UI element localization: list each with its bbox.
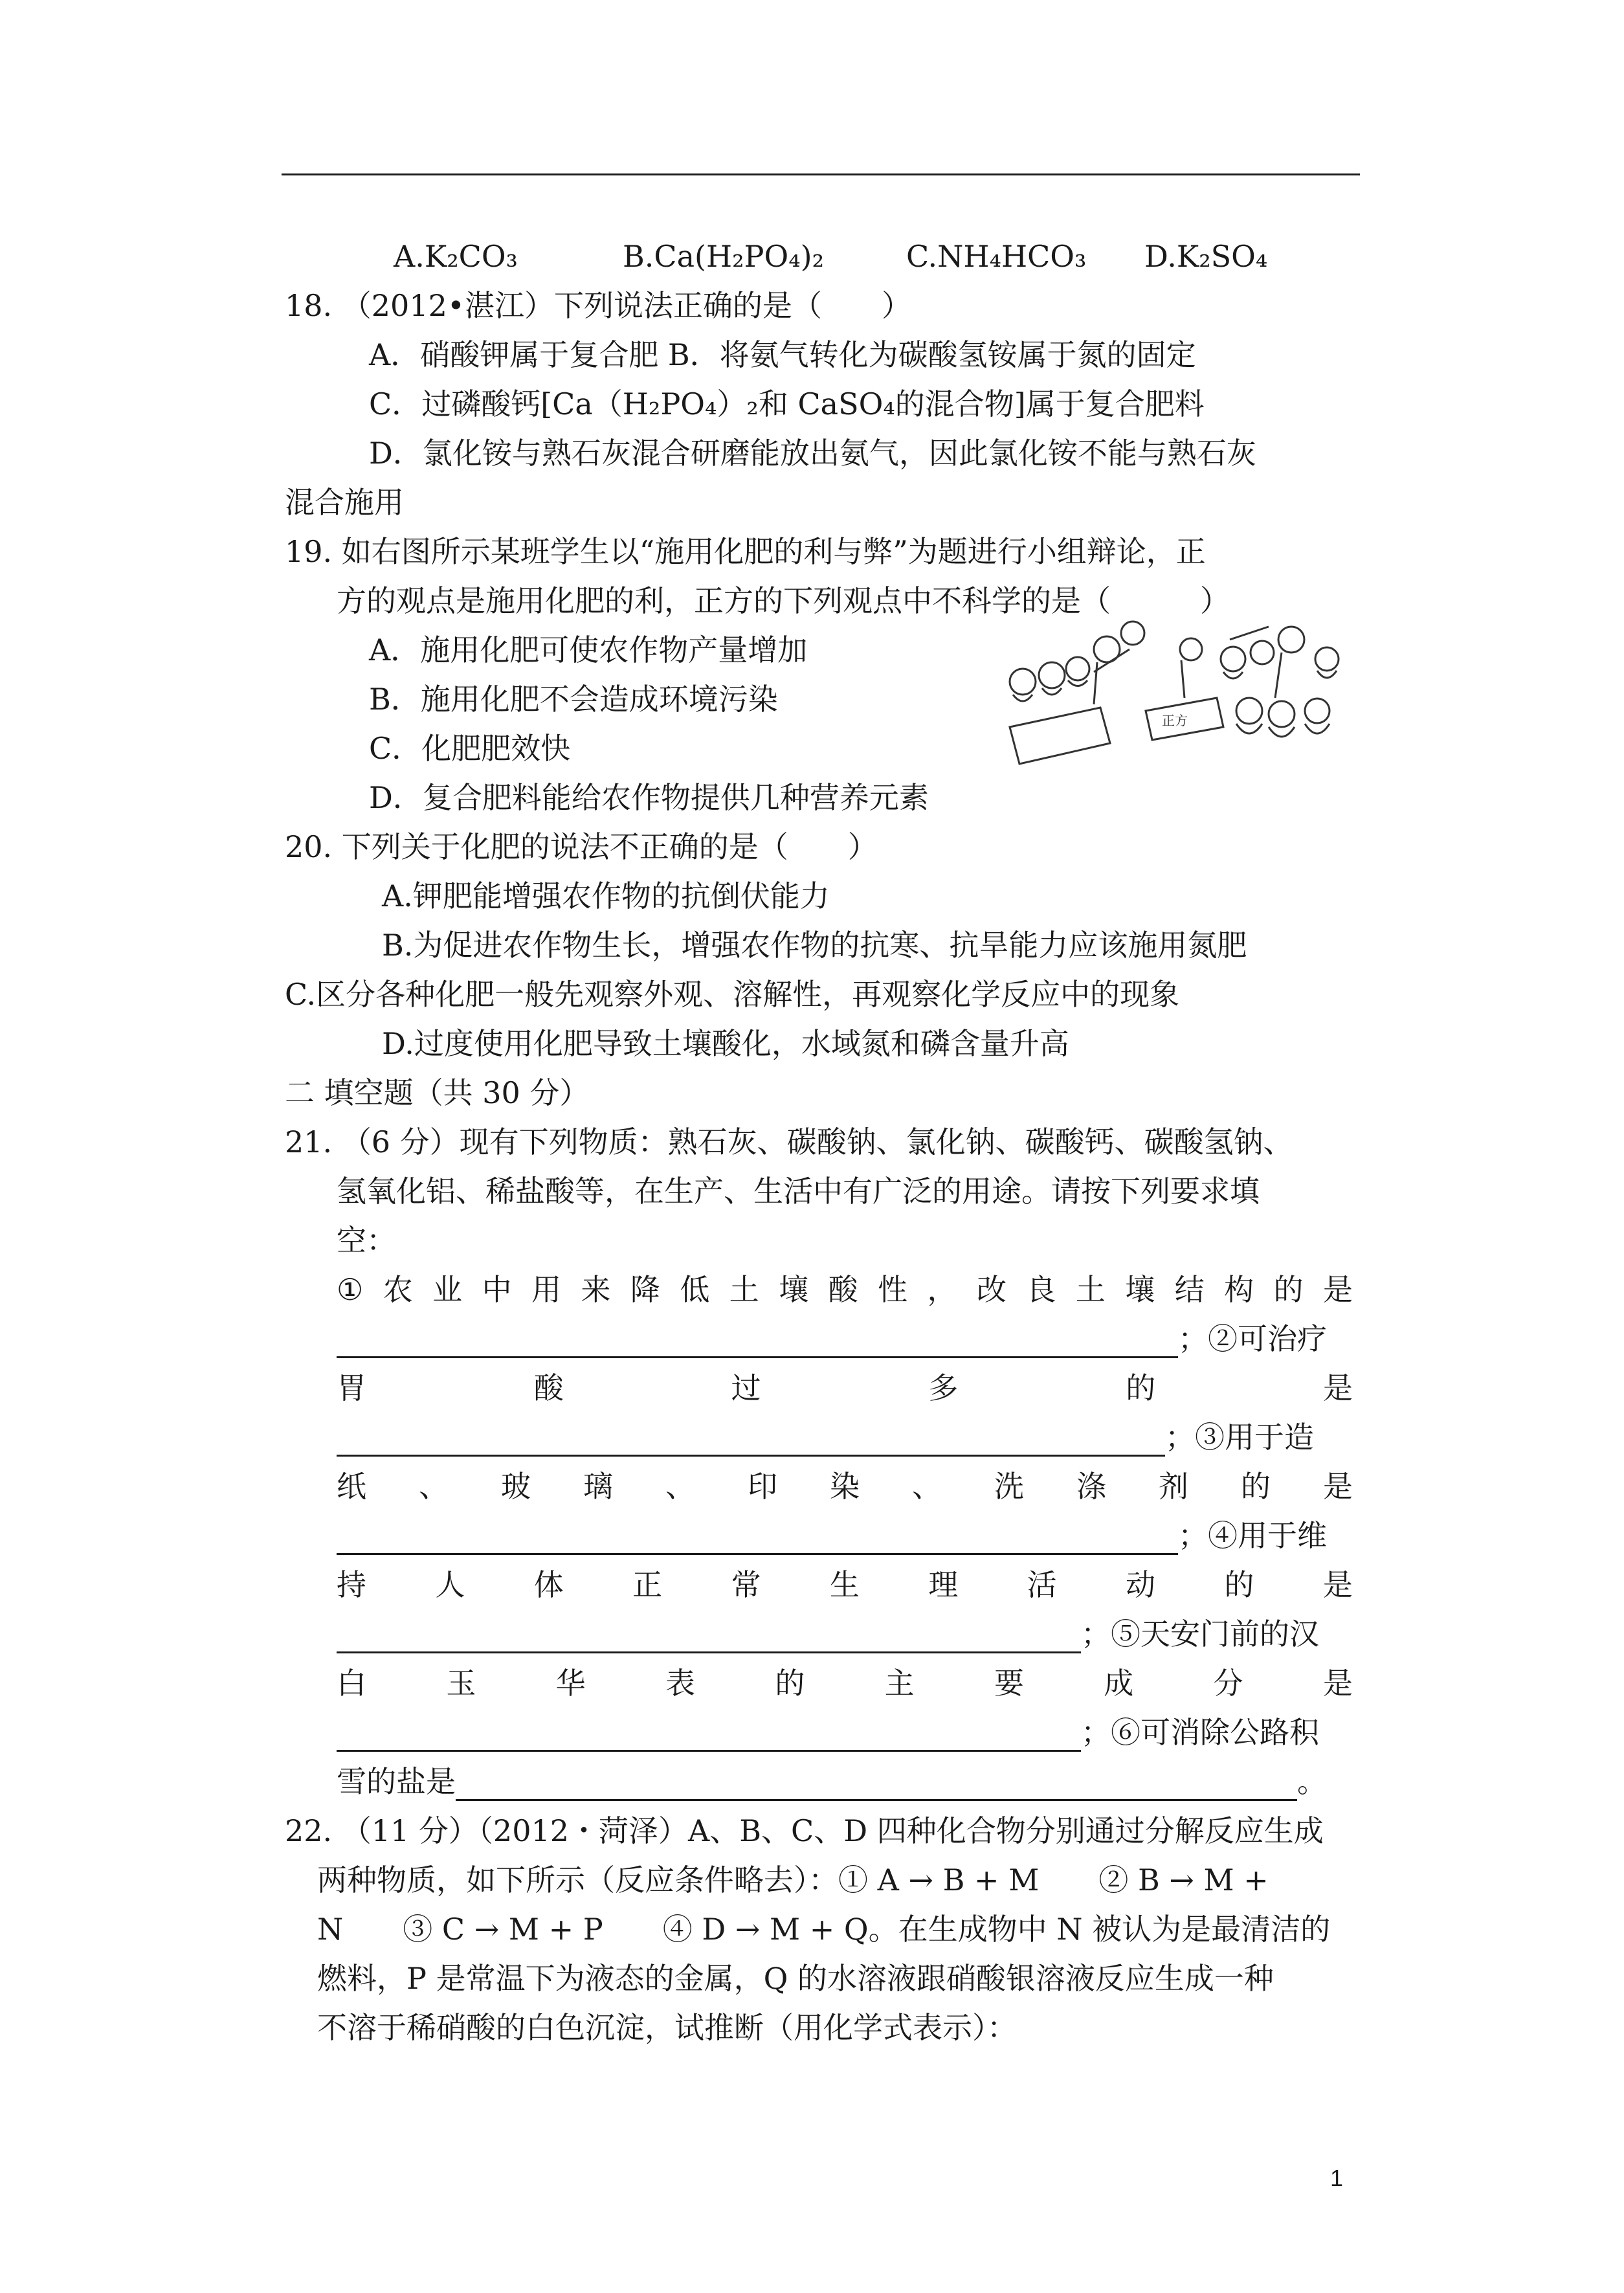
q18-stem: 18. （2012•湛江）下列说法正确的是（ ） xyxy=(285,288,911,323)
q21-line-7: 持 人 体 正 常 生 理 活 动 的 是 xyxy=(337,1567,1353,1602)
answer-blank-3[interactable] xyxy=(337,1525,1178,1555)
q19-stem-cont: 方的观点是施用化肥的利，正方的下列观点中不科学的是（ ） xyxy=(337,583,1230,618)
page-number: 1 xyxy=(1330,2165,1344,2191)
q21-line-1: ① 农 业 中 用 来 降 低 土 壤 酸 性 ， 改 良 土 壤 结 构 的 是 xyxy=(337,1272,1353,1307)
q22-line-5: 不溶于稀硝酸的白色沉淀，试推断（用化学式表示）： xyxy=(317,2010,1017,2045)
q21-stem-cont2: 空： xyxy=(337,1223,396,1258)
q21-line-4: ；③用于造 xyxy=(337,1418,1314,1457)
q17-option-d: D.K₂SO₄ xyxy=(1144,239,1268,274)
debate-sign-label: 正方 xyxy=(1162,713,1188,728)
q22-line-4: 燃料，P 是常温下为液态的金属，Q 的水溶液跟硝酸银溶液反应生成一种 xyxy=(317,1961,1274,1996)
q19-stem: 19. 如右图所示某班学生以“施用化肥的利与弊”为题进行小组辩论，正 xyxy=(285,534,1206,569)
q20-option-c: C.区分各种化肥一般先观察外观、溶解性，再观察化学反应中的现象 xyxy=(285,977,1180,1012)
q20-option-d: D.过度使用化肥导致土壤酸化，水域氮和磷含量升高 xyxy=(382,1026,1069,1061)
q21-line-3: 胃 酸 过 多 的 是 xyxy=(337,1370,1353,1405)
q21-stem-cont: 氢氧化铝、稀盐酸等，在生产、生活中有广泛的用途。请按下列要求填 xyxy=(337,1174,1260,1209)
answer-blank-2[interactable] xyxy=(337,1426,1165,1457)
section-title: 二 填空题（共 30 分） xyxy=(285,1075,590,1110)
q21-line-6: ；④用于维 xyxy=(337,1516,1327,1555)
q20-option-b: B.为促进农作物生长，增强农作物的抗寒、抗旱能力应该施用氮肥 xyxy=(382,928,1247,963)
q19-option-c: C．化肥肥效快 xyxy=(369,731,571,766)
answer-blank-5[interactable] xyxy=(337,1721,1081,1752)
q21-line-8: ；⑤天安门前的汉 xyxy=(337,1615,1319,1653)
q19-option-b: B．施用化肥不会造成环境污染 xyxy=(369,682,778,717)
q17-option-a: A.K₂CO₃ xyxy=(394,239,518,274)
answer-blank-4[interactable] xyxy=(337,1623,1081,1653)
answer-blank-6[interactable] xyxy=(456,1771,1297,1801)
q18-option-a: A．硝酸钾属于复合肥 B．将氨气转化为碳酸氢铵属于氮的固定 xyxy=(369,337,1196,372)
answer-blank-1[interactable] xyxy=(337,1328,1178,1358)
q22-line-2: 两种物质，如下所示（反应条件略去）：① A → B + M ② B → M + xyxy=(317,1862,1269,1897)
q22-stem: 22. （11 分）（2012・菏泽）A、B、C、D 四种化合物分别通过分解反应生成 xyxy=(285,1813,1324,1848)
q19-option-d: D．复合肥料能给农作物提供几种营养元素 xyxy=(369,780,929,815)
q21-line-9: 白 玉 华 表 的 主 要 成 分 是 xyxy=(337,1666,1353,1701)
q17-option-c: C.NH₄HCO₃ xyxy=(906,239,1087,274)
q22-line-3: N ③ C → M + P ④ D → M + Q。在生成物中 N 被认为是最清洁的 xyxy=(317,1912,1331,1947)
q21-stem: 21. （6 分）现有下列物质：熟石灰、碳酸钠、氯化钠、碳酸钙、碳酸氢钠、 xyxy=(285,1124,1293,1159)
q21-line-5: 纸 、 玻 璃 、 印 染 、 洗 涤 剂 的 是 xyxy=(337,1469,1353,1504)
q18-option-c: C．过磷酸钙[Ca（H₂PO₄）₂和 CaSO₄的混合物]属于复合肥料 xyxy=(369,386,1205,421)
debate-illustration xyxy=(997,614,1359,768)
q20-option-a: A.钾肥能增强农作物的抗倒伏能力 xyxy=(382,878,830,913)
q19-option-a: A．施用化肥可使农作物产量增加 xyxy=(369,632,808,667)
q17-option-b: B.Ca(H₂PO₄)₂ xyxy=(623,239,825,274)
q18-option-d: D．氯化铵与熟石灰混合研磨能放出氨气，因此氯化铵不能与熟石灰 xyxy=(369,436,1256,471)
q21-line-10: ；⑥可消除公路积 xyxy=(337,1713,1319,1752)
q18-option-d-cont: 混合施用 xyxy=(285,485,404,520)
q21-line-2: ；②可治疗 xyxy=(337,1319,1327,1358)
q20-stem: 20. 下列关于化肥的说法不正确的是（ ） xyxy=(285,829,878,864)
q21-line-11: 雪的盐是 。 xyxy=(337,1762,1327,1801)
header-rule xyxy=(282,173,1360,175)
